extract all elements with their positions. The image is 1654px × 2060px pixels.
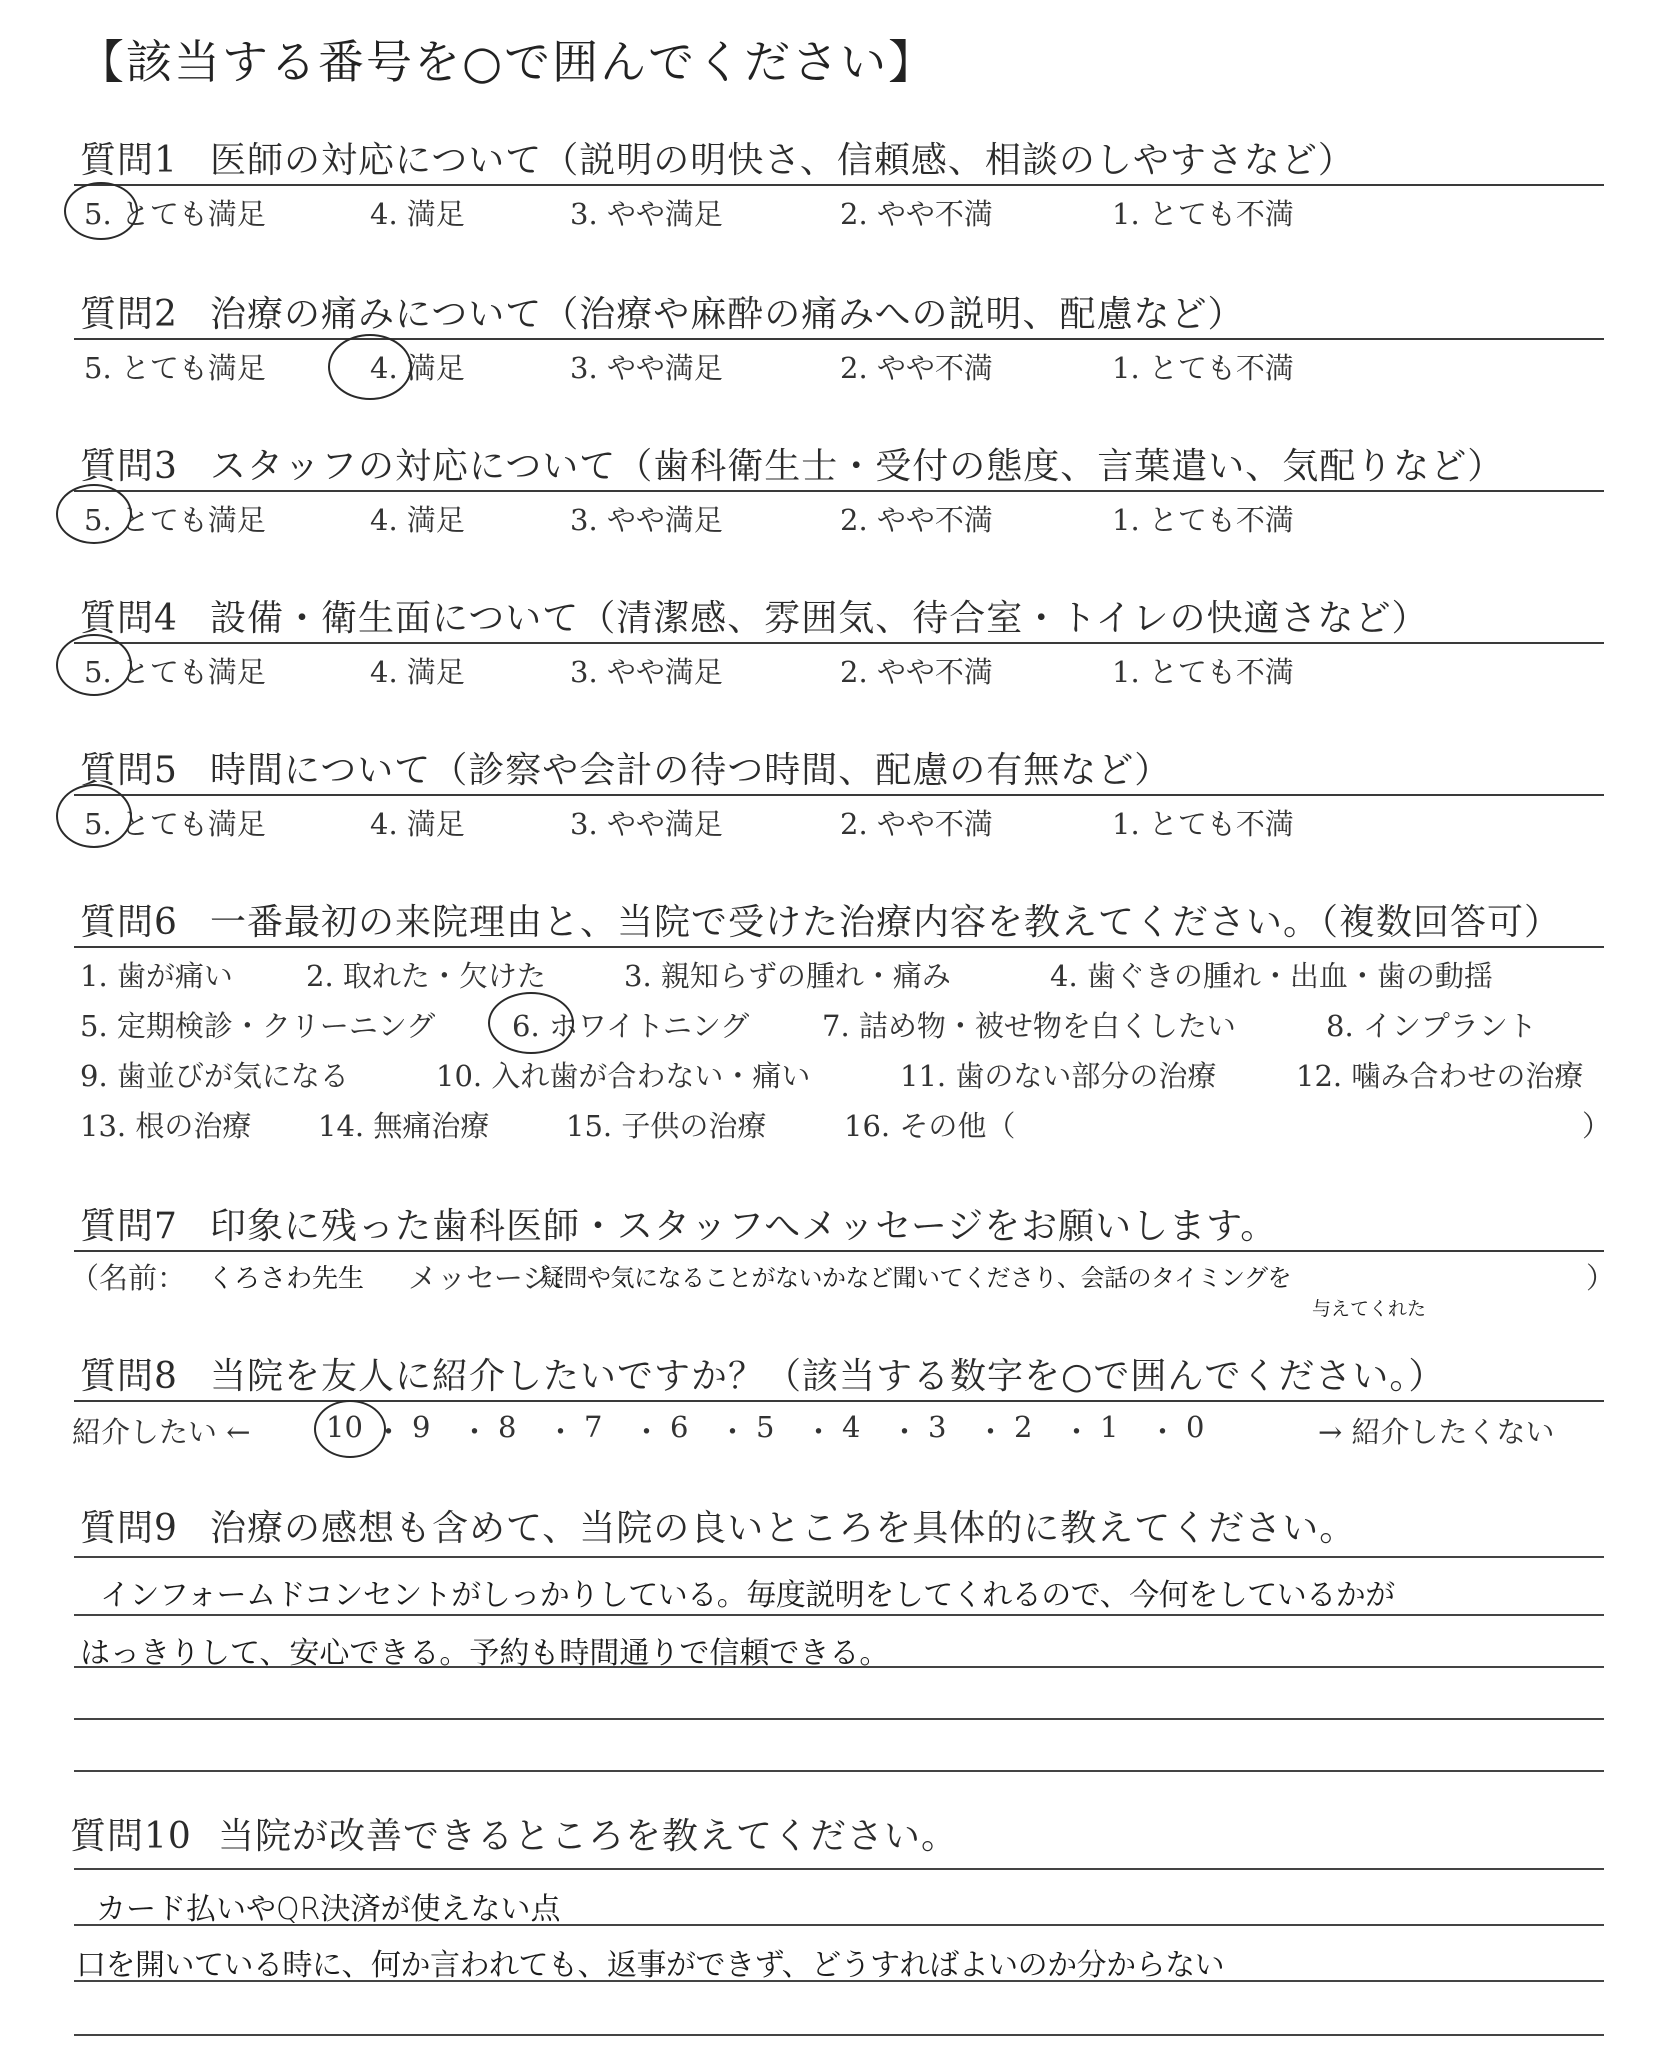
- q7-name-value[interactable]: くろさわ先生: [208, 1264, 365, 1294]
- question-5-rule: [74, 794, 1604, 796]
- q6-option-16[interactable]: 16. その他（: [844, 1109, 1016, 1143]
- q2-option-1[interactable]: 1. とても不満: [1112, 351, 1294, 385]
- q3-option-4[interactable]: 4. 満足: [370, 503, 465, 537]
- q4-selection-circle: [56, 634, 132, 696]
- question-2-label: 質問2: [80, 294, 178, 335]
- q6-selection-circle: [488, 992, 574, 1054]
- q8-left-label: 紹介したい ←: [72, 1415, 251, 1449]
- q8-scale-10[interactable]: 10: [326, 1410, 363, 1444]
- q8-scale-separator: ・: [1148, 1415, 1178, 1449]
- question-9-text: 治療の感想も含めて、当院の良いところを具体的に教えてください。: [210, 1508, 1357, 1549]
- question-1-text: 医師の対応について（説明の明快さ、信頼感、相談のしやすさなど）: [210, 140, 1355, 181]
- question-8-label: 質問8: [80, 1356, 178, 1397]
- q8-scale-separator: ・: [890, 1415, 920, 1449]
- q6-option-6[interactable]: 6. ホワイトニング: [512, 1009, 750, 1043]
- q9-answer-line-1[interactable]: インフォームドコンセントがしっかりしている。毎度説明をしてくれるので、今何をしているかが: [100, 1578, 1395, 1613]
- q6-option-3[interactable]: 3. 親知らずの腫れ・痛み: [624, 959, 951, 993]
- question-4-label: 質問4: [80, 598, 178, 639]
- q5-option-3[interactable]: 3. やや満足: [570, 807, 723, 841]
- q8-scale-7[interactable]: 7: [584, 1410, 603, 1444]
- q8-scale-1[interactable]: 1: [1100, 1410, 1119, 1444]
- question-1-label: 質問1: [80, 140, 178, 181]
- q1-option-5[interactable]: 5. とても満足: [84, 197, 266, 231]
- q4-option-3[interactable]: 3. やや満足: [570, 655, 723, 689]
- q8-scale-5[interactable]: 5: [756, 1410, 775, 1444]
- q7-close-paren: ）: [1586, 1261, 1616, 1295]
- question-9-label: 質問9: [80, 1508, 178, 1549]
- q8-scale-separator: ・: [976, 1415, 1006, 1449]
- q3-option-5[interactable]: 5. とても満足: [84, 503, 266, 537]
- question-7-text: 印象に残った歯科医師・スタッフへメッセージをお願いします。: [210, 1206, 1278, 1247]
- q6-option-14[interactable]: 14. 無痛治療: [318, 1109, 490, 1143]
- q1-option-2[interactable]: 2. やや不満: [840, 197, 993, 231]
- q8-scale-3[interactable]: 3: [928, 1410, 947, 1444]
- q7-message-value[interactable]: 疑問や気になることがないかなど聞いてくださり、会話のタイミングを: [540, 1264, 1292, 1292]
- question-4-text: 設備・衛生面について（清潔感、雰囲気、待合室・トイレの快適さなど）: [210, 598, 1429, 639]
- q6-other-close-paren: ）: [1582, 1109, 1612, 1143]
- q6-option-1[interactable]: 1. 歯が痛い: [80, 959, 233, 993]
- q8-scale-separator: ・: [1062, 1415, 1092, 1449]
- q2-option-5[interactable]: 5. とても満足: [84, 351, 266, 385]
- q6-option-11[interactable]: 11. 歯のない部分の治療: [900, 1059, 1217, 1093]
- q6-option-12[interactable]: 12. 噛み合わせの治療: [1296, 1059, 1584, 1093]
- question-10-label: 質問10: [70, 1816, 192, 1857]
- question-3-label: 質問3: [80, 446, 178, 487]
- question-7-rule: [74, 1250, 1604, 1252]
- q6-option-5[interactable]: 5. 定期検診・クリーニング: [80, 1009, 436, 1043]
- q4-option-2[interactable]: 2. やや不満: [840, 655, 993, 689]
- question-1-rule: [74, 184, 1604, 186]
- q8-scale-0[interactable]: 0: [1186, 1410, 1205, 1444]
- q1-selection-circle: [64, 182, 138, 240]
- q7-message-label: メッセージ：: [408, 1261, 581, 1295]
- question-4-rule: [74, 642, 1604, 644]
- question-7-label: 質問7: [80, 1206, 178, 1247]
- q8-scale-separator: ・: [374, 1415, 404, 1449]
- q6-option-7[interactable]: 7. 詰め物・被せ物を白くしたい: [822, 1009, 1236, 1043]
- q9-answer-line-2[interactable]: はっきりして、安心できる。予約も時間通りで信頼できる。: [80, 1636, 890, 1671]
- q5-option-4[interactable]: 4. 満足: [370, 807, 465, 841]
- q9-line-1: [74, 1556, 1604, 1558]
- q3-option-1[interactable]: 1. とても不満: [1112, 503, 1294, 537]
- question-2-text: 治療の痛みについて（治療や麻酔の痛みへの説明、配慮など）: [210, 294, 1245, 335]
- q8-scale-6[interactable]: 6: [670, 1410, 689, 1444]
- q6-option-13[interactable]: 13. 根の治療: [80, 1109, 252, 1143]
- q8-scale-separator: ・: [804, 1415, 834, 1449]
- q8-right-label: → 紹介したくない: [1318, 1415, 1555, 1449]
- q2-option-3[interactable]: 3. やや満足: [570, 351, 723, 385]
- form-title: 【該当する番号を○で囲んでください】: [78, 35, 937, 89]
- q3-option-2[interactable]: 2. やや不満: [840, 503, 993, 537]
- question-6-label: 質問6: [80, 902, 178, 943]
- q9-line-2: [74, 1614, 1604, 1616]
- q2-selection-circle: [328, 334, 412, 400]
- question-5-text: 時間について（診察や会計の待つ時間、配慮の有無など）: [210, 750, 1172, 791]
- question-8-rule: [74, 1400, 1604, 1402]
- q8-scale-separator: ・: [718, 1415, 748, 1449]
- q8-scale-2[interactable]: 2: [1014, 1410, 1033, 1444]
- q2-option-4[interactable]: 4. 満足: [370, 351, 465, 385]
- q8-selection-circle: [314, 1400, 386, 1458]
- q1-option-1[interactable]: 1. とても不満: [1112, 197, 1294, 231]
- q10-line-4: [74, 2034, 1604, 2036]
- q10-answer-line-2[interactable]: 口を開いている時に、何か言われても、返事ができず、どうすればよいのか分からない: [76, 1948, 1225, 1983]
- q6-option-2[interactable]: 2. 取れた・欠けた: [306, 959, 546, 993]
- question-2-rule: [74, 338, 1604, 340]
- q9-line-5: [74, 1770, 1604, 1772]
- q10-line-1: [74, 1868, 1604, 1870]
- q6-option-15[interactable]: 15. 子供の治療: [566, 1109, 767, 1143]
- q3-option-3[interactable]: 3. やや満足: [570, 503, 723, 537]
- q5-option-1[interactable]: 1. とても不満: [1112, 807, 1294, 841]
- q5-option-5[interactable]: 5. とても満足: [84, 807, 266, 841]
- question-8-text: 当院を友人に紹介したいですか？（該当する数字を○で囲んでください。）: [210, 1356, 1446, 1397]
- question-5-label: 質問5: [80, 750, 178, 791]
- q4-option-4[interactable]: 4. 満足: [370, 655, 465, 689]
- question-6-rule: [74, 946, 1604, 948]
- q8-scale-separator: ・: [460, 1415, 490, 1449]
- q2-option-2[interactable]: 2. やや不満: [840, 351, 993, 385]
- q1-option-4[interactable]: 4. 満足: [370, 197, 465, 231]
- q7-name-label: （名前：: [70, 1261, 187, 1295]
- question-3-text: スタッフの対応について（歯科衛生士・受付の態度、言葉遣い、気配りなど）: [210, 446, 1505, 487]
- q1-option-3[interactable]: 3. やや満足: [570, 197, 723, 231]
- q6-option-4[interactable]: 4. 歯ぐきの腫れ・出血・歯の動揺: [1050, 959, 1493, 993]
- q5-option-2[interactable]: 2. やや不満: [840, 807, 993, 841]
- q10-answer-line-1[interactable]: カード払いやQR決済が使えない点: [96, 1892, 561, 1927]
- q8-scale-4[interactable]: 4: [842, 1410, 861, 1444]
- q8-scale-8[interactable]: 8: [498, 1410, 517, 1444]
- q7-message-value-line2[interactable]: 与えてくれた: [1312, 1298, 1427, 1320]
- q6-option-8[interactable]: 8. インプラント: [1326, 1009, 1537, 1043]
- q6-option-10[interactable]: 10. 入れ歯が合わない・痛い: [436, 1059, 811, 1093]
- question-10-text: 当院が改善できるところを教えてください。: [218, 1816, 959, 1857]
- question-3-rule: [74, 490, 1604, 492]
- q5-selection-circle: [56, 784, 132, 848]
- q8-scale-separator: ・: [546, 1415, 576, 1449]
- q8-scale-9[interactable]: 9: [412, 1410, 431, 1444]
- q8-scale-separator: ・: [632, 1415, 662, 1449]
- q4-option-5[interactable]: 5. とても満足: [84, 655, 266, 689]
- question-6-text: 一番最初の来院理由と、当院で受けた治療内容を教えてください。（複数回答可）: [210, 902, 1562, 943]
- q6-option-9[interactable]: 9. 歯並びが気になる: [80, 1059, 349, 1093]
- q3-selection-circle: [56, 484, 132, 544]
- q4-option-1[interactable]: 1. とても不満: [1112, 655, 1294, 689]
- q9-line-4: [74, 1718, 1604, 1720]
